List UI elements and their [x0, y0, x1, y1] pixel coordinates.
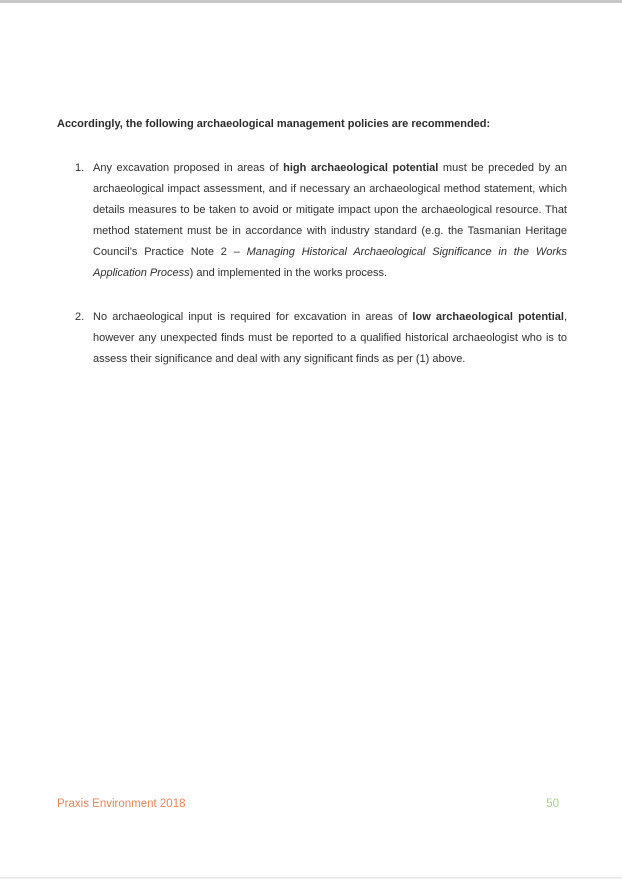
- text-run: , however any unexpected finds must be reported to a qualified historical archaeologist who is to assess their significance and deal with any significant finds as per (1) above.: [93, 311, 567, 365]
- text-run: No archaeological input is required for excavation in areas of: [93, 311, 413, 323]
- section-heading: Accordingly, the following archaeological management policies are recommended:: [57, 118, 491, 130]
- text-run: low archaeological potential: [412, 311, 564, 323]
- list-item-number: 1.: [75, 162, 85, 174]
- footer-page-number: 50: [546, 798, 559, 810]
- text-run: must be preceded by an archaeological impact assessment, and if necessary an archaeological method statement, which details measures to be taken to avoid or mitigate impact upon the archaeological resource. That method statement must be in accordance with industry standard (e.g. the Tasmanian Heritage Council’s Practice Note 2 –: [93, 162, 567, 258]
- page-top-edge-divider: [0, 0, 622, 3]
- text-run: ) and implemented in the works process.: [189, 267, 388, 279]
- policy-item-1: [57, 158, 567, 284]
- page-content: [57, 117, 567, 370]
- text-run: Any excavation proposed in areas of: [93, 162, 284, 174]
- policy-item-2: [57, 307, 567, 370]
- text-run: Managing Historical Archaeological Significance in the Works Application Process: [93, 246, 567, 279]
- list-item-text: [93, 307, 567, 370]
- list-item-text: [93, 158, 567, 284]
- text-run: high archaeological potential: [283, 162, 439, 174]
- policy-list: [57, 158, 567, 370]
- footer-company-name: Praxis Environment 2018: [57, 798, 186, 810]
- list-item-number: 2.: [75, 311, 85, 323]
- page-footer: [57, 798, 567, 810]
